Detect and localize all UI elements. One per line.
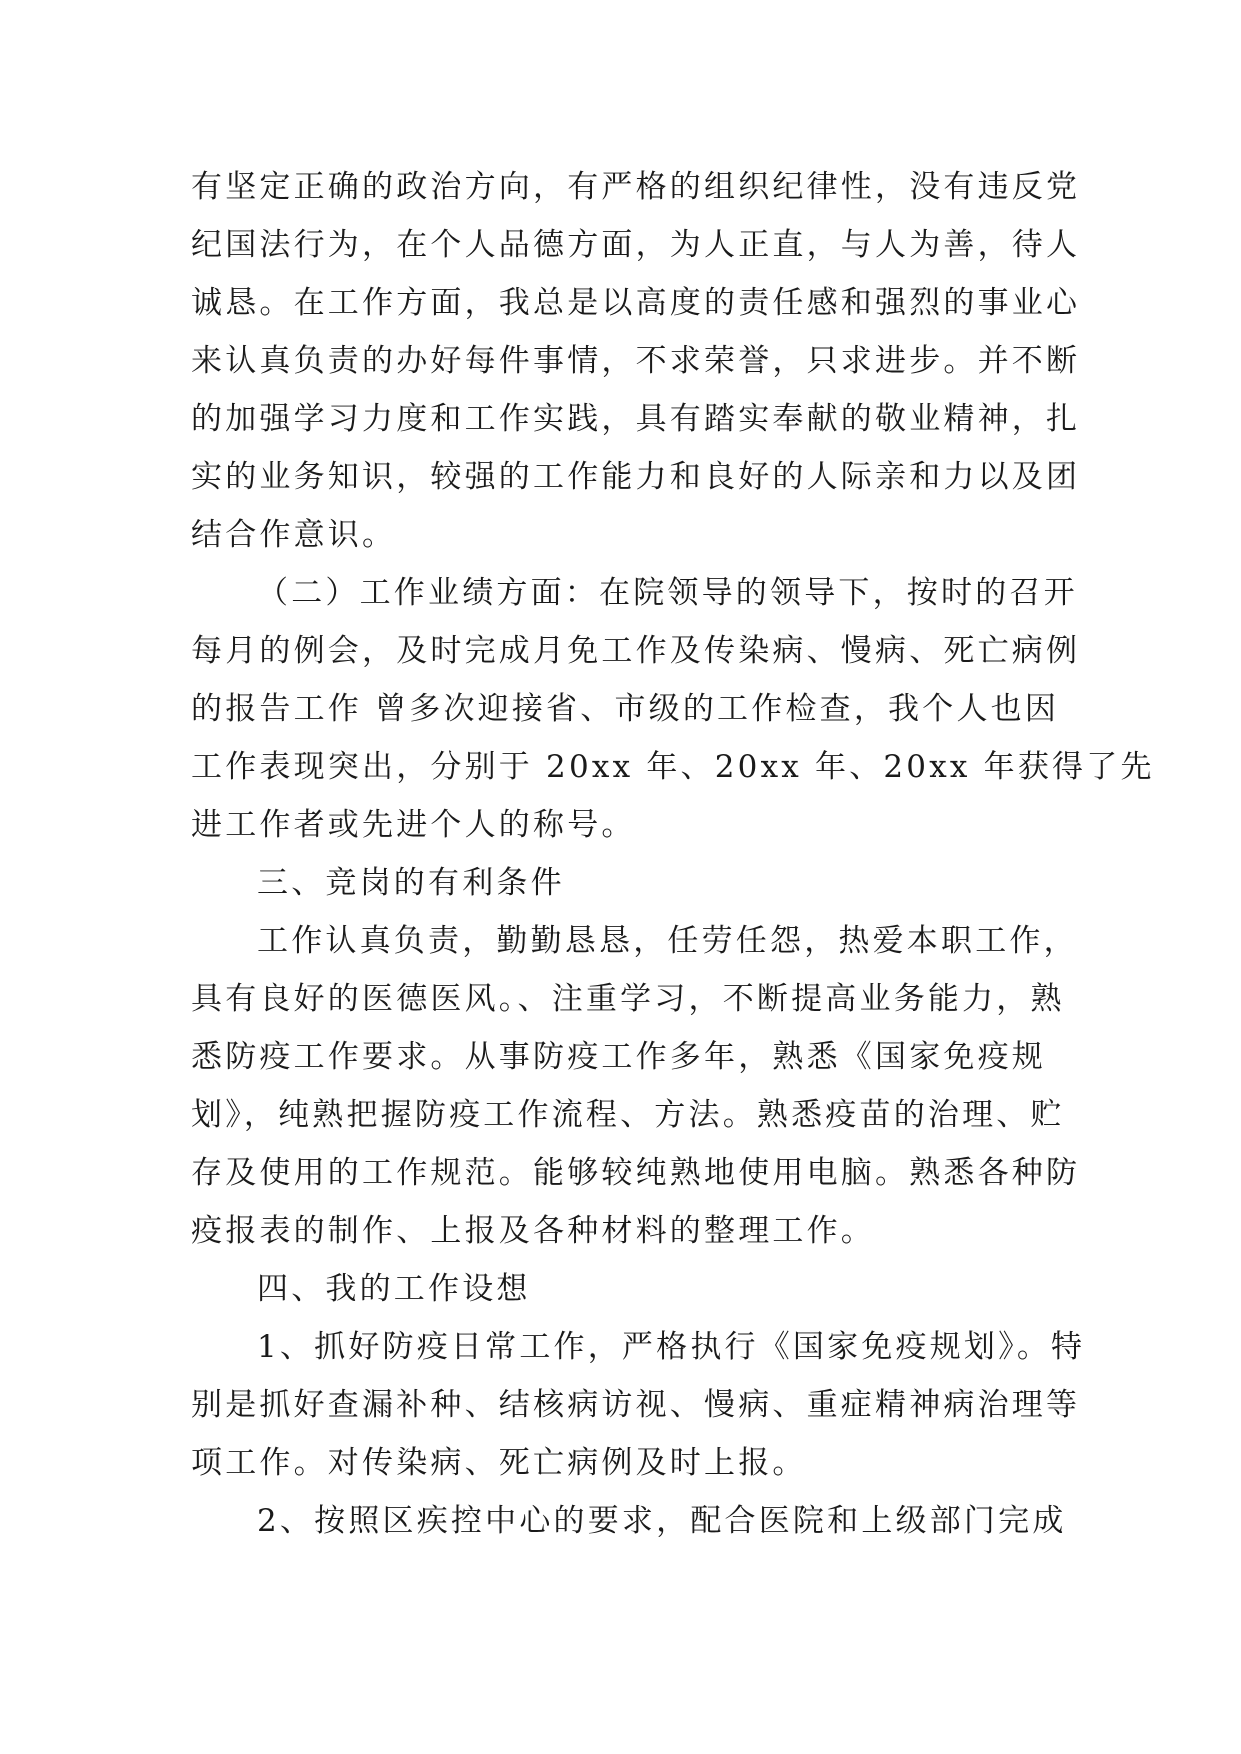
text-line: 来认真负责的办好每件事情，不求荣誉，只求进步。并不断 (191, 343, 1081, 379)
text-line: 每月的例会，及时完成月免工作及传染病、慢病、死亡病例 (191, 633, 1081, 669)
text-line: 项工作。对传染病、死亡病例及时上报。 (191, 1445, 807, 1481)
text-line: 的加强学习力度和工作实践，具有踏实奉献的敬业精神，扎 (191, 401, 1081, 437)
text-line: 1、抓好防疫日常工作，严格执行《国家免疫规划》。特 (257, 1329, 1086, 1365)
document-body (191, 158, 1155, 1550)
text-line: 有坚定正确的政治方向，有严格的组织纪律性，没有违反党 (191, 169, 1081, 205)
text-line: 存及使用的工作规范。能够较纯熟地使用电脑。熟悉各种防 (191, 1155, 1081, 1191)
text-line: 四、我的工作设想 (257, 1271, 531, 1307)
text-line: 别是抓好查漏补种、结核病访视、慢病、重症精神病治理等 (191, 1387, 1081, 1423)
text-line: 三、竞岗的有利条件 (257, 865, 565, 901)
text-line: 划》，纯熟把握防疫工作流程、方法。熟悉疫苗的治理、贮 (191, 1097, 1065, 1133)
text-line: 疫报表的制作、上报及各种材料的整理工作。 (191, 1213, 875, 1249)
text-line: 具有良好的医德医风。、注重学习，不断提高业务能力，熟 (191, 981, 1065, 1017)
text-line: 悉防疫工作要求。从事防疫工作多年，熟悉《国家免疫规 (191, 1039, 1046, 1075)
text-line: 纪国法行为，在个人品德方面，为人正直，与人为善，待人 (191, 227, 1081, 263)
text-line: 工作表现突出，分别于 20xx 年、20xx 年、20xx 年获得了先 (191, 749, 1155, 785)
text-line: 诚恳。在工作方面，我总是以高度的责任感和强烈的事业心 (191, 285, 1081, 321)
text-line: 实的业务知识，较强的工作能力和良好的人际亲和力以及团 (191, 459, 1081, 495)
text-line: 的报告工作 曾多次迎接省、市级的工作检查，我个人也因 (191, 691, 1060, 727)
text-line: （二）工作业绩方面：在院领导的领导下，按时的召开 (257, 575, 1078, 611)
text-line: 进工作者或先进个人的称号。 (191, 807, 636, 843)
text-line: 工作认真负责，勤勤恳恳，任劳任怨，热爱本职工作， (257, 923, 1078, 959)
text-line: 结合作意识。 (191, 517, 397, 553)
text-line: 2、按照区疾控中心的要求，配合医院和上级部门完成 (257, 1503, 1067, 1539)
